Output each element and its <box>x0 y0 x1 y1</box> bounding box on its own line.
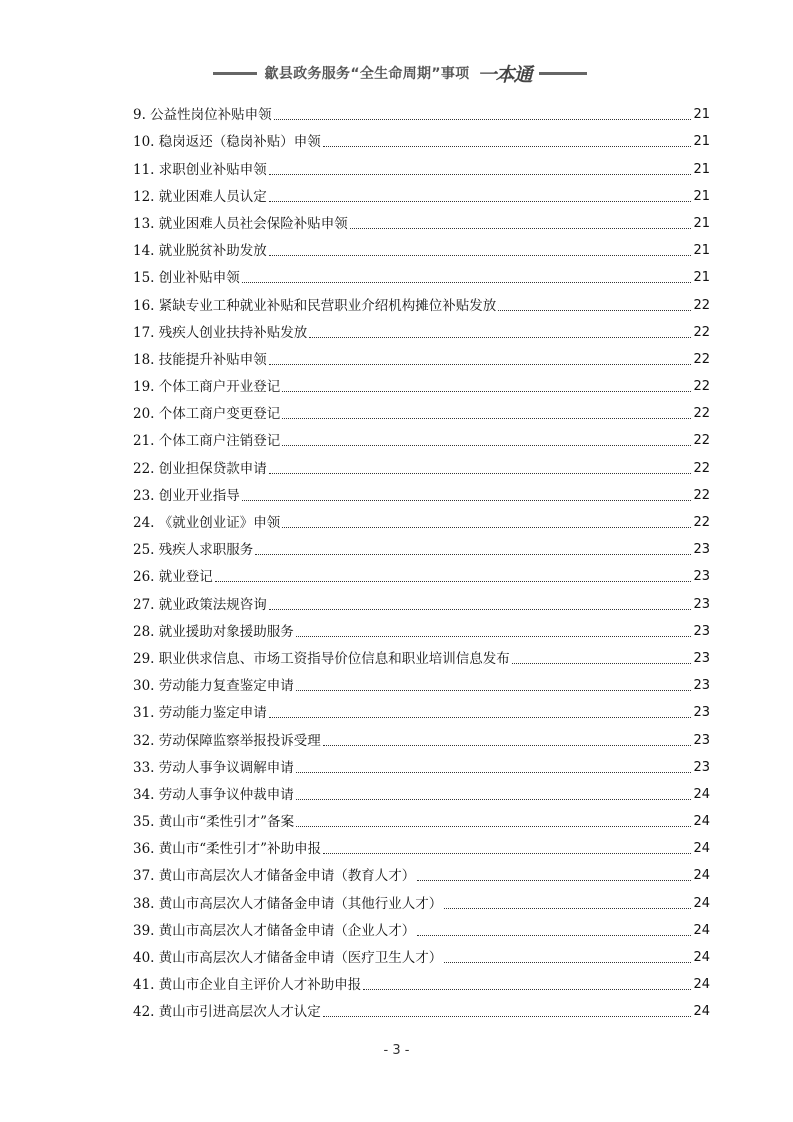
toc-entry-title: 28. 就业援助对象援助服务 <box>133 623 294 640</box>
toc-entry[interactable] <box>133 505 710 532</box>
toc-entry-page: 24 <box>693 814 710 830</box>
toc-entry[interactable] <box>133 97 710 124</box>
toc-entry-page: 22 <box>693 515 710 530</box>
toc-leader-dots <box>274 119 692 120</box>
toc-entry[interactable] <box>133 668 710 695</box>
toc-leader-dots <box>512 663 692 664</box>
toc-entry-title: 10. 稳岗返还（稳岗补贴）申领 <box>133 134 321 151</box>
toc-leader-dots <box>296 772 692 773</box>
toc-entry-title: 41. 黄山市企业自主评价人才补助申报 <box>133 977 362 994</box>
toc-leader-dots <box>215 581 692 582</box>
toc-entry-page: 22 <box>693 297 710 313</box>
toc-entry-title: 31. 劳动能力鉴定申请 <box>133 705 267 722</box>
toc-entry[interactable] <box>133 777 710 804</box>
toc-entry[interactable] <box>133 532 710 559</box>
toc-entry-page: 22 <box>693 487 710 503</box>
toc-entry[interactable] <box>133 478 710 505</box>
toc-entry-title: 33. 劳动人事争议调解申请 <box>133 759 294 776</box>
toc-entry[interactable] <box>133 396 710 423</box>
toc-entry[interactable] <box>133 260 710 287</box>
toc-leader-dots <box>417 935 691 936</box>
toc-entry-page: 24 <box>693 786 710 802</box>
toc-leader-dots <box>269 255 692 256</box>
toc-entry[interactable] <box>133 342 710 369</box>
toc-entry-page: 23 <box>693 650 710 666</box>
toc-entry[interactable] <box>133 287 710 314</box>
toc-entry-title: 19. 个体工商户开业登记 <box>133 379 281 396</box>
toc-leader-dots <box>282 418 691 419</box>
toc-leader-dots <box>269 609 692 610</box>
toc-entry-page: 21 <box>693 270 710 286</box>
toc-entry-page: 23 <box>693 623 710 639</box>
toc-entry[interactable] <box>133 315 710 342</box>
toc-entry-page: 23 <box>693 759 710 775</box>
toc-entry-title: 22. 创业担保贷款申请 <box>133 460 267 477</box>
header-title: 歙县政务服务“全生命周期”事项 <box>264 66 470 82</box>
toc-entry[interactable] <box>133 913 710 940</box>
toc-leader-dots <box>323 853 691 854</box>
toc-entry-title: 25. 残疾人求职服务 <box>133 542 254 559</box>
header-rule-left <box>213 72 257 75</box>
toc-entry[interactable] <box>133 233 710 260</box>
toc-leader-dots <box>444 908 691 909</box>
toc-entry-title: 24. 《就业创业证》申领 <box>133 515 281 531</box>
toc-entry-title: 18. 技能提升补贴申领 <box>133 351 267 368</box>
toc-entry[interactable] <box>133 885 710 912</box>
toc-entry[interactable] <box>133 559 710 586</box>
toc-entry[interactable] <box>133 179 710 206</box>
toc-entry-title: 27. 就业政策法规咨询 <box>133 596 267 613</box>
toc-entry-page: 24 <box>693 1004 710 1020</box>
toc-entry[interactable] <box>133 151 710 178</box>
toc-leader-dots <box>255 554 691 555</box>
toc-leader-dots <box>309 337 691 338</box>
toc-leader-dots <box>296 799 692 800</box>
toc-entry-page: 24 <box>693 922 710 938</box>
toc-entry-page: 24 <box>693 895 710 911</box>
toc-entry-page: 23 <box>693 569 710 585</box>
toc-entry[interactable] <box>133 695 710 722</box>
toc-entry-title: 36. 黄山市“柔性引才”补助申报 <box>133 841 322 858</box>
page-header <box>185 60 615 86</box>
toc-entry[interactable] <box>133 641 710 668</box>
toc-entry[interactable] <box>133 804 710 831</box>
toc-entry-page: 21 <box>693 243 710 259</box>
toc-entry-title: 14. 就业脱贫补助发放 <box>133 243 267 260</box>
toc-leader-dots <box>282 527 691 528</box>
toc-entry-title: 32. 劳动保障监察举报投诉受理 <box>133 732 321 749</box>
table-of-contents <box>133 97 710 1021</box>
toc-leader-dots <box>282 445 691 446</box>
toc-entry[interactable] <box>133 450 710 477</box>
toc-leader-dots <box>242 500 692 501</box>
toc-leader-dots <box>323 745 692 746</box>
toc-entry-title: 13. 就业困难人员社会保险补贴申领 <box>133 215 348 232</box>
header-rule-right <box>539 72 587 75</box>
toc-entry-page: 21 <box>693 215 710 231</box>
toc-entry-title: 35. 黄山市“柔性引才”备案 <box>133 814 295 831</box>
toc-entry-page: 23 <box>693 705 710 721</box>
toc-entry[interactable] <box>133 614 710 641</box>
toc-leader-dots <box>269 201 692 202</box>
toc-leader-dots <box>269 174 692 175</box>
toc-entry-page: 23 <box>693 732 710 748</box>
toc-leader-dots <box>242 282 692 283</box>
toc-entry-title: 29. 职业供求信息、市场工资指导价位信息和职业培训信息发布 <box>133 650 510 667</box>
toc-entry[interactable] <box>133 940 710 967</box>
toc-entry-title: 40. 黄山市高层次人才储备金申请（医疗卫生人才） <box>133 950 443 966</box>
toc-leader-dots <box>417 880 691 881</box>
toc-leader-dots <box>498 310 691 311</box>
toc-entry-page: 24 <box>693 841 710 857</box>
toc-entry-page: 23 <box>693 542 710 558</box>
toc-leader-dots <box>350 228 692 229</box>
toc-entry[interactable] <box>133 858 710 885</box>
toc-entry[interactable] <box>133 722 710 749</box>
toc-entry-page: 24 <box>693 868 710 884</box>
toc-leader-dots <box>269 473 692 474</box>
toc-entry-title: 38. 黄山市高层次人才储备金申请（其他行业人才） <box>133 895 443 912</box>
toc-entry[interactable] <box>133 423 710 450</box>
toc-entry-page: 24 <box>693 977 710 993</box>
toc-entry-title: 26. 就业登记 <box>133 569 213 586</box>
toc-entry-title: 42. 黄山市引进高层次人才认定 <box>133 1004 321 1021</box>
toc-entry-title: 21. 个体工商户注销登记 <box>133 433 281 450</box>
toc-entry-page: 22 <box>693 433 710 449</box>
toc-leader-dots <box>323 1016 692 1017</box>
toc-entry-title: 37. 黄山市高层次人才储备金申请（教育人才） <box>133 868 416 885</box>
toc-entry[interactable] <box>133 831 710 858</box>
toc-entry-title: 17. 残疾人创业扶持补贴发放 <box>133 324 308 341</box>
toc-entry[interactable] <box>133 750 710 777</box>
toc-entry[interactable] <box>133 586 710 613</box>
toc-entry-page: 22 <box>693 406 710 422</box>
toc-leader-dots <box>363 989 691 990</box>
toc-leader-dots <box>296 826 691 827</box>
toc-leader-dots <box>323 146 692 147</box>
toc-leader-dots <box>269 717 692 718</box>
toc-entry-page: 21 <box>693 188 710 204</box>
toc-entry-title: 34. 劳动人事争议仲裁申请 <box>133 786 294 803</box>
toc-entry-title: 39. 黄山市高层次人才储备金申请（企业人才） <box>133 922 416 939</box>
toc-entry-page: 22 <box>693 351 710 367</box>
toc-leader-dots <box>444 962 691 963</box>
toc-entry[interactable] <box>133 994 710 1021</box>
toc-entry-title: 20. 个体工商户变更登记 <box>133 406 281 423</box>
toc-entry-page: 22 <box>693 324 710 340</box>
toc-leader-dots <box>296 636 692 637</box>
toc-leader-dots <box>296 690 692 691</box>
toc-entry-title: 15. 创业补贴申领 <box>133 270 240 287</box>
toc-entry-title: 9. 公益性岗位补贴申领 <box>133 107 272 124</box>
toc-entry-page: 22 <box>693 460 710 476</box>
toc-leader-dots <box>282 391 691 392</box>
toc-entry-page: 21 <box>693 161 710 177</box>
toc-entry-page: 24 <box>693 950 710 965</box>
header-logo: 一本通 <box>477 63 532 86</box>
toc-entry[interactable] <box>133 967 710 994</box>
toc-entry-page: 21 <box>693 134 710 150</box>
toc-entry[interactable] <box>133 369 710 396</box>
toc-entry-page: 21 <box>693 107 710 123</box>
toc-entry-title: 23. 创业开业指导 <box>133 487 240 504</box>
toc-entry-title: 30. 劳动能力复查鉴定申请 <box>133 678 294 695</box>
toc-entry-title: 11. 求职创业补贴申领 <box>133 161 267 178</box>
page-number: - 3 - <box>383 1043 410 1058</box>
toc-entry-page: 23 <box>693 678 710 694</box>
toc-leader-dots <box>269 364 692 365</box>
toc-entry-title: 12. 就业困难人员认定 <box>133 188 267 205</box>
toc-entry-title: 16. 紧缺专业工种就业补贴和民营职业介绍机构摊位补贴发放 <box>133 297 497 314</box>
toc-entry-page: 22 <box>693 379 710 395</box>
toc-entry-page: 23 <box>693 596 710 612</box>
toc-entry[interactable] <box>133 124 710 151</box>
toc-entry[interactable] <box>133 206 710 233</box>
